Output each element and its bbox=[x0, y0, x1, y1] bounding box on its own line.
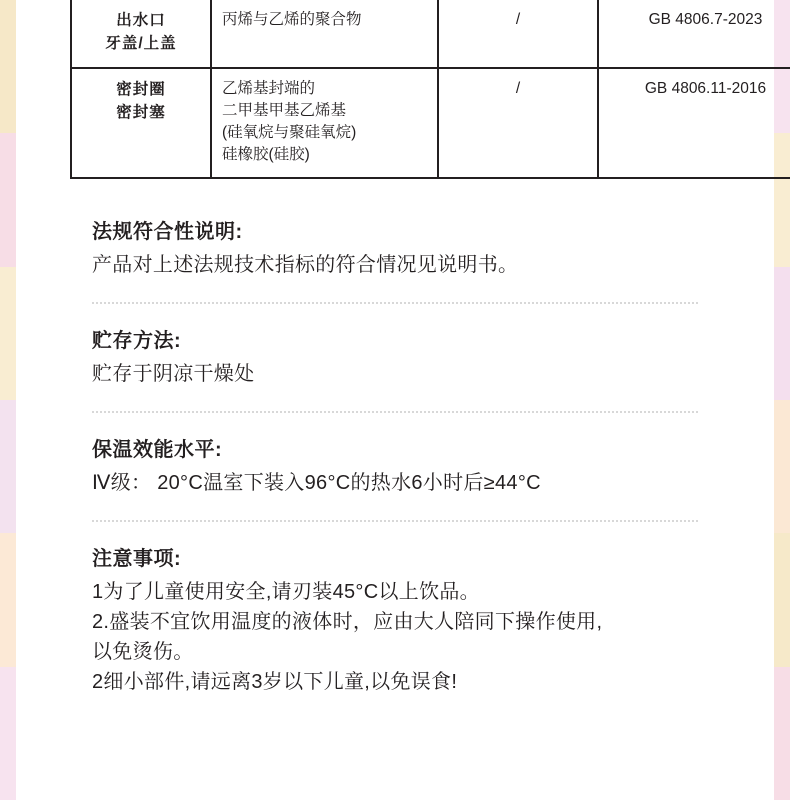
section-title: 贮存方法: bbox=[92, 329, 182, 352]
section-divider bbox=[92, 411, 698, 413]
decorative-left-border bbox=[0, 0, 16, 800]
section-line: 产品对上述法规技术指标的符合情况见说明书。 bbox=[92, 253, 519, 276]
section-title: 注意事项: bbox=[92, 547, 182, 570]
border-color-segment bbox=[774, 400, 790, 533]
section-title: 法规符合性说明: bbox=[92, 220, 243, 243]
border-color-segment bbox=[0, 533, 16, 666]
part-line: 密封圈 bbox=[116, 80, 166, 98]
border-color-segment bbox=[0, 267, 16, 400]
border-color-segment bbox=[0, 400, 16, 533]
section-thermal bbox=[92, 433, 720, 498]
section-line: 贮存于阴凉干燥处 bbox=[92, 362, 255, 385]
cell-standard: GB 4806.11-2016 bbox=[598, 68, 790, 178]
border-color-segment bbox=[774, 533, 790, 666]
materials-table-wrap bbox=[30, 0, 767, 179]
section-storage bbox=[92, 324, 720, 389]
part-line: 出水口 bbox=[116, 12, 166, 29]
material-line: (硅氧烷与聚硅氧烷) bbox=[222, 123, 357, 141]
section-line: 2细小部件,请远离3岁以下儿童,以免误食! bbox=[92, 670, 458, 693]
cell-spec: / bbox=[438, 68, 598, 178]
section-line: 以免烫伤。 bbox=[92, 640, 194, 663]
section-line: Ⅳ级： 20°C温室下装入96°C的热水6小时后≥44°C bbox=[92, 471, 541, 494]
cell-spec: / bbox=[438, 0, 598, 68]
page-content bbox=[30, 0, 767, 800]
cell-material bbox=[211, 0, 438, 68]
cell-standard: GB 4806.7-2023 bbox=[598, 0, 790, 68]
material-line: 乙烯基封端的 bbox=[222, 79, 316, 97]
border-color-segment bbox=[0, 667, 16, 800]
section-compliance bbox=[92, 215, 720, 280]
material-line: 二甲基甲基乙烯基 bbox=[222, 101, 347, 119]
section-line: 1为了儿童使用安全,请刃装45°C以上饮品。 bbox=[92, 580, 480, 603]
cell-part bbox=[71, 0, 211, 68]
material-line: 丙烯与乙烯的聚合物 bbox=[222, 11, 362, 28]
section-divider bbox=[92, 302, 698, 304]
cell-material bbox=[211, 68, 438, 178]
part-line: 密封塞 bbox=[116, 103, 166, 121]
table-row bbox=[71, 68, 790, 178]
section-cautions bbox=[92, 542, 720, 697]
cell-part bbox=[71, 68, 211, 178]
materials-table bbox=[70, 0, 790, 179]
table-row bbox=[71, 0, 790, 68]
border-color-segment bbox=[774, 667, 790, 800]
material-line: 硅橡胶(硅胶) bbox=[222, 145, 310, 163]
border-color-segment bbox=[774, 267, 790, 400]
section-title: 保温效能水平: bbox=[92, 438, 223, 461]
border-color-segment bbox=[0, 0, 16, 133]
materials-table-body bbox=[71, 0, 790, 178]
section-divider bbox=[92, 520, 698, 522]
section-line: 2.盛装不宜饮用温度的液体时，应由大人陪同下操作使用, bbox=[92, 610, 603, 633]
border-color-segment bbox=[0, 133, 16, 266]
part-line: 牙盖/上盖 bbox=[105, 35, 177, 53]
